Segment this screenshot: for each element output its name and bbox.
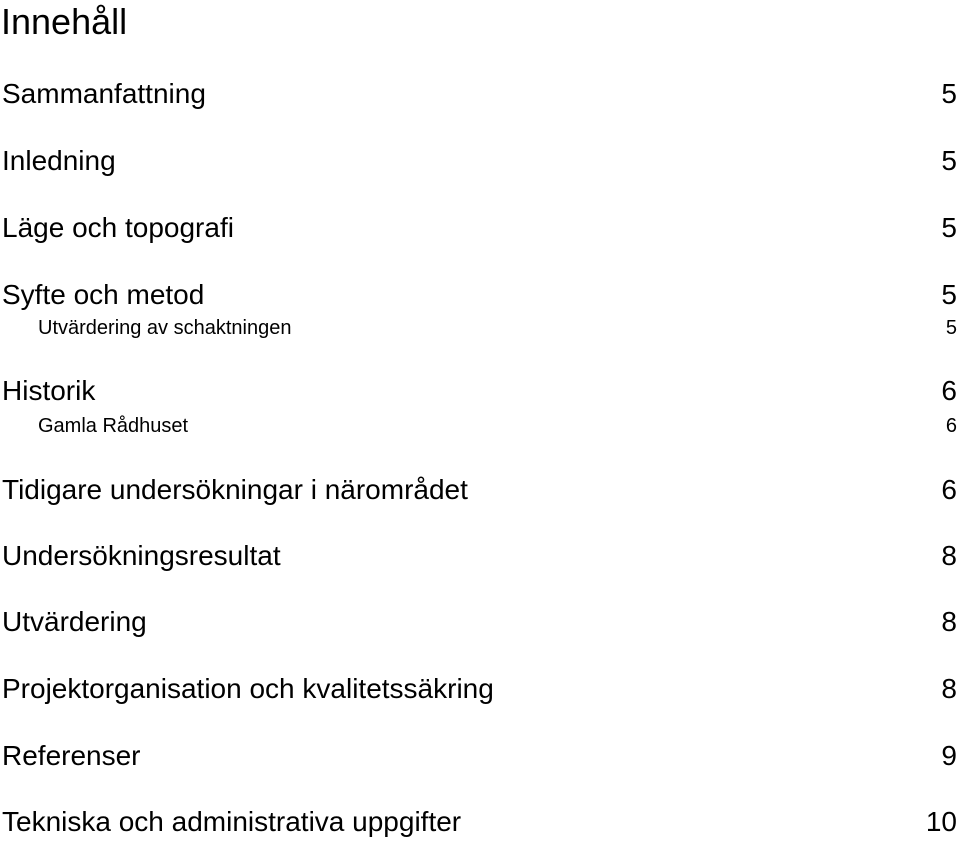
toc-entry-label: Undersökningsresultat	[2, 540, 281, 571]
toc-entry-page-number: 5	[945, 317, 957, 339]
toc-entry-page-number: 6	[941, 474, 957, 505]
toc-entry-page-number: 5	[941, 279, 957, 310]
toc-entry-label: Utvärdering	[2, 606, 147, 637]
toc-entry-page-number: 8	[941, 540, 957, 571]
toc-entry-tekniska-uppgifter[interactable]	[0, 806, 957, 838]
toc-entry-page-number: 6	[941, 375, 957, 406]
toc-entry-inledning[interactable]	[0, 145, 957, 177]
toc-entry-syfte-och-metod[interactable]	[0, 279, 957, 311]
toc-entry-label: Tidigare undersökningar i närområdet	[2, 474, 468, 505]
toc-title: Innehåll	[1, 1, 128, 42]
toc-entry-label: Inledning	[2, 145, 116, 176]
toc-entry-tidigare-undersokningar[interactable]	[0, 474, 957, 506]
toc-entry-page-number: 8	[941, 606, 957, 637]
toc-entry-undersokningsresultat[interactable]	[0, 540, 957, 572]
toc-entry-label: Referenser	[2, 740, 141, 771]
toc-entry-page-number: 5	[941, 145, 957, 176]
toc-entry-historik[interactable]	[0, 375, 957, 407]
toc-entry-label: Sammanfattning	[2, 78, 206, 109]
toc-entry-page-number: 8	[941, 673, 957, 704]
toc-entry-page-number: 5	[941, 212, 957, 243]
toc-entry-label: Utvärdering av schaktningen	[38, 317, 292, 339]
toc-entry-label: Tekniska och administrativa uppgifter	[2, 806, 462, 837]
toc-entry-label: Läge och topografi	[2, 212, 234, 243]
toc-entry-projektorganisation[interactable]	[0, 673, 957, 705]
toc-entry-label: Syfte och metod	[2, 279, 205, 310]
toc-subentry-utvardering-av-schaktningen[interactable]	[0, 316, 957, 340]
toc-subentry-gamla-radhuset[interactable]	[0, 414, 957, 438]
toc-entry-utvardering[interactable]	[0, 606, 957, 638]
toc-entry-label: Gamla Rådhuset	[38, 415, 189, 437]
toc-entry-label: Projektorganisation och kvalitetssäkring	[2, 673, 494, 704]
toc-entry-referenser[interactable]	[0, 740, 957, 772]
toc-entry-lage-och-topografi[interactable]	[0, 212, 957, 244]
toc-entry-page-number: 10	[925, 806, 957, 837]
toc-entry-page-number: 9	[941, 740, 957, 771]
toc-entry-page-number: 6	[945, 415, 957, 437]
toc-entry-label: Historik	[2, 375, 96, 406]
toc-entry-page-number: 5	[941, 78, 957, 109]
toc-entry-sammanfattning[interactable]	[0, 78, 957, 110]
